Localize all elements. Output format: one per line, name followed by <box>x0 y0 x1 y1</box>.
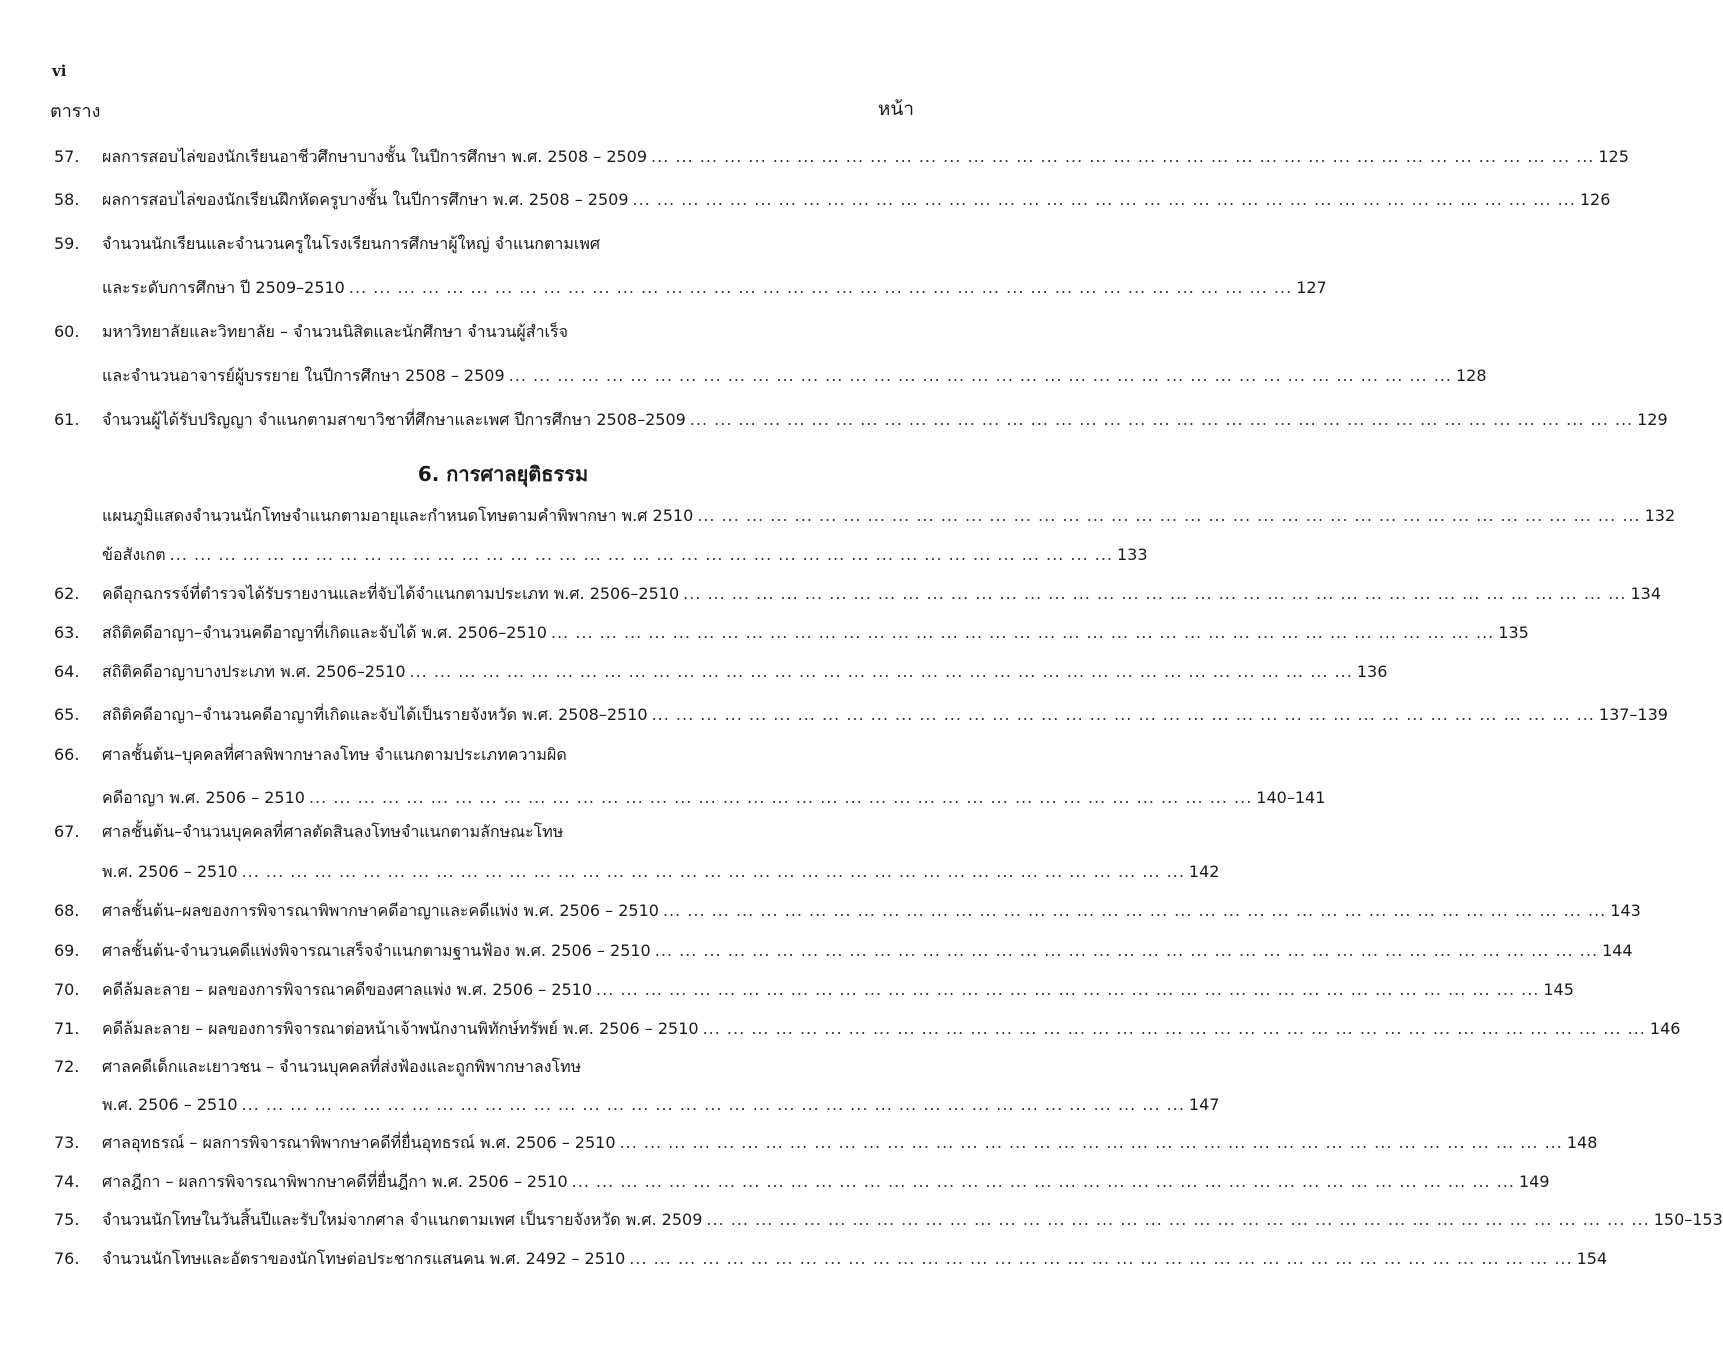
entry-page: 147 <box>1188 1095 1220 1114</box>
toc-entry <box>54 318 912 346</box>
entry-number: 66. <box>54 745 80 764</box>
entry-title: และจำนวนอาจารย์ผู้บรรยาย ในปีการศึกษา 2508 – 2509 <box>102 366 505 385</box>
toc-entry <box>54 658 1388 686</box>
toc-entry <box>54 143 1629 171</box>
entry-title: แผนภูมิแสดงจำนวนนักโทษจำแนกตามอายุและกำหนดโทษตามคำพิพากษา พ.ศ 2510 <box>102 506 694 525</box>
entry-page: 143 <box>1610 901 1641 920</box>
entry-title: จำนวนนักโทษในวันสิ้นปีและรับใหม่จากศาล จำแนกตามเพศ เป็นรายจังหวัด พ.ศ. 2509 <box>102 1210 703 1229</box>
toc-entry <box>102 274 1327 302</box>
entry-number: 75. <box>54 1210 80 1229</box>
entry-page: 132 <box>1644 506 1676 525</box>
entry-title: พ.ศ. 2506 – 2510 <box>102 1095 238 1114</box>
entry-page: 145 <box>1543 980 1574 999</box>
leader-dots: ... ... ... ... ... ... ... ... ... ... ... ... ... ... ... ... ... ... ... ... ... ... ... ... ... ... ... ... ... ... ... ... ... ... ... ... ... ... ... <box>308 788 1253 807</box>
toc-entry <box>54 1245 1608 1273</box>
toc-entry <box>54 186 1611 214</box>
toc-entry <box>54 1015 1681 1043</box>
entry-page: 129 <box>1637 410 1668 429</box>
leader-dots: ... ... ... ... ... ... ... ... ... ... ... ... ... ... ... ... ... ... ... ... ... ... ... ... ... ... ... ... ... ... ... ... ... ... ... ... ... ... ... <box>651 705 1595 724</box>
leader-dots: ... ... ... ... ... ... ... ... ... ... ... ... ... ... ... ... ... ... ... ... ... ... ... ... ... ... ... ... ... ... ... ... ... ... ... ... ... ... ... <box>632 190 1576 209</box>
entry-number: 69. <box>54 941 80 960</box>
entry-title: ผลการสอบไล่ของนักเรียนฝึกหัดครูบางชั้น ในปีการศึกษา พ.ศ. 2508 – 2509 <box>102 190 629 209</box>
entry-number: 76. <box>54 1249 80 1268</box>
toc-entry <box>54 976 1574 1004</box>
entry-page: 140–141 <box>1256 788 1326 807</box>
entry-page: 134 <box>1630 584 1661 603</box>
toc-entry <box>54 1053 912 1081</box>
entry-number: 68. <box>54 901 80 920</box>
entry-number: 61. <box>54 410 80 429</box>
leader-dots: ... ... ... ... ... ... ... ... ... ... ... ... ... ... ... ... ... ... ... ... ... ... ... ... ... ... ... ... ... ... ... ... ... ... ... ... ... ... ... <box>169 545 1113 564</box>
entry-page: 128 <box>1455 366 1487 385</box>
entry-title: ศาลอุทธรณ์ – ผลการพิจารณาพิพากษาคดีที่ยื่นอุทธรณ์ พ.ศ. 2506 – 2510 <box>102 1133 616 1152</box>
entry-number: 72. <box>54 1057 80 1076</box>
entry-title: คดีล้มละลาย – ผลของการพิจารณาต่อหน้าเจ้าพนักงานพิทักษ์ทรัพย์ พ.ศ. 2506 – 2510 <box>102 1019 699 1038</box>
entry-page: 137–139 <box>1598 705 1668 724</box>
entry-number: 74. <box>54 1172 80 1191</box>
entry-page: 135 <box>1498 623 1529 642</box>
leader-dots: ... ... ... ... ... ... ... ... ... ... ... ... ... ... ... ... ... ... ... ... ... ... ... ... ... ... ... ... ... ... ... ... ... ... ... ... ... ... ... <box>619 1133 1563 1152</box>
entry-page: 126 <box>1579 190 1611 209</box>
entry-page: 133 <box>1117 545 1148 564</box>
entry-title: ศาลชั้นต้น-จำนวนคดีแพ่งพิจารณาเสร็จจำแนกตามฐานฟ้อง พ.ศ. 2506 – 2510 <box>102 941 651 960</box>
toc-entry <box>102 1091 1220 1119</box>
leader-dots: ... ... ... ... ... ... ... ... ... ... ... ... ... ... ... ... ... ... ... ... ... ... ... ... ... ... ... ... ... ... ... ... ... ... ... ... ... ... ... <box>508 366 1452 385</box>
entry-page: 142 <box>1188 862 1220 881</box>
toc-entry <box>54 741 912 769</box>
entry-title: และระดับการศึกษา ปี 2509–2510 <box>102 278 345 297</box>
toc-entry <box>102 362 1487 390</box>
entry-title: จำนวนนักโทษและอัตราของนักโทษต่อประชากรแสนคน พ.ศ. 2492 – 2510 <box>102 1249 626 1268</box>
toc-entry <box>54 937 1633 965</box>
entry-title: ผลการสอบไล่ของนักเรียนอาชีวศึกษาบางชั้น ในปีการศึกษา พ.ศ. 2508 – 2509 <box>102 147 648 166</box>
leader-dots: ... ... ... ... ... ... ... ... ... ... ... ... ... ... ... ... ... ... ... ... ... ... ... ... ... ... ... ... ... ... ... ... ... ... ... ... ... ... ... <box>697 506 1641 525</box>
leader-dots: ... ... ... ... ... ... ... ... ... ... ... ... ... ... ... ... ... ... ... ... ... ... ... ... ... ... ... ... ... ... ... ... ... ... ... ... ... ... ... <box>596 980 1540 999</box>
entry-title: ศาลฎีกา – ผลการพิจารณาพิพากษาคดีที่ยื่นฎีกา พ.ศ. 2506 – 2510 <box>102 1172 568 1191</box>
page-column-header: หน้า <box>877 98 914 120</box>
toc-entry <box>54 818 912 846</box>
entry-title: ศาลชั้นต้น–บุคคลที่ศาลพิพากษาลงโทษ จำแนกตามประเภทความผิด <box>102 745 567 764</box>
entry-title: จำนวนนักเรียนและจำนวนครูในโรงเรียนการศึกษาผู้ใหญ่ จำแนกตามเพศ <box>102 234 601 253</box>
leader-dots: ... ... ... ... ... ... ... ... ... ... ... ... ... ... ... ... ... ... ... ... ... ... ... ... ... ... ... ... ... ... ... ... ... ... ... ... ... ... ... <box>702 1019 1646 1038</box>
entry-number: 71. <box>54 1019 80 1038</box>
entry-title: สถิติคดีอาญา–จำนวนคดีอาญาที่เกิดและจับได้เป็นรายจังหวัด พ.ศ. 2508–2510 <box>102 705 648 724</box>
entry-number: 65. <box>54 705 80 724</box>
entry-page: 136 <box>1356 662 1388 681</box>
toc-entry <box>54 230 912 258</box>
leader-dots: ... ... ... ... ... ... ... ... ... ... ... ... ... ... ... ... ... ... ... ... ... ... ... ... ... ... ... ... ... ... ... ... ... ... ... ... ... ... ... <box>654 941 1599 960</box>
toc-entry <box>54 1168 1550 1196</box>
entry-title: ศาลชั้นต้น–ผลของการพิจารณาพิพากษาคดีอาญาและคดีแพ่ง พ.ศ. 2506 – 2510 <box>102 901 659 920</box>
table-column-header: ตาราง <box>50 101 101 122</box>
toc-entry <box>54 1129 1598 1157</box>
entry-page: 148 <box>1566 1133 1598 1152</box>
entry-number: 60. <box>54 322 80 341</box>
entry-number: 62. <box>54 584 80 603</box>
leader-dots: ... ... ... ... ... ... ... ... ... ... ... ... ... ... ... ... ... ... ... ... ... ... ... ... ... ... ... ... ... ... ... ... ... ... ... ... ... ... ... <box>689 410 1634 429</box>
entry-number: 58. <box>54 190 80 209</box>
toc-entry <box>102 541 1148 569</box>
entry-page: 149 <box>1518 1172 1550 1191</box>
toc-entry <box>102 784 1326 812</box>
entry-title: มหาวิทยาลัยและวิทยาลัย – จำนวนนิสิตและนักศึกษา จำนวนผู้สำเร็จ <box>102 322 568 341</box>
entry-title: จำนวนผู้ได้รับปริญญา จำแนกตามสาขาวิชาที่ศึกษาและเพศ ปีการศึกษา 2508–2509 <box>102 410 686 429</box>
entry-number: 63. <box>54 623 80 642</box>
entry-title: ศาลคดีเด็กและเยาวชน – จำนวนบุคคลที่ส่งฟ้องและถูกพิพากษาลงโทษ <box>102 1057 582 1076</box>
toc-entry <box>54 406 1668 434</box>
entry-number: 64. <box>54 662 80 681</box>
entry-title: ศาลชั้นต้น–จำนวนบุคคลที่ศาลตัดสินลงโทษจำแนกตามลักษณะโทษ <box>102 822 564 841</box>
section-title: 6. การศาลยุติธรรม <box>417 462 589 486</box>
toc-entry <box>54 619 1529 647</box>
entry-number: 57. <box>54 147 80 166</box>
entry-page: 127 <box>1296 278 1327 297</box>
entry-title: คดีอาญา พ.ศ. 2506 – 2510 <box>102 788 305 807</box>
leader-dots: ... ... ... ... ... ... ... ... ... ... ... ... ... ... ... ... ... ... ... ... ... ... ... ... ... ... ... ... ... ... ... ... ... ... ... ... ... ... ... <box>662 901 1607 920</box>
leader-dots: ... ... ... ... ... ... ... ... ... ... ... ... ... ... ... ... ... ... ... ... ... ... ... ... ... ... ... ... ... ... ... ... ... ... ... ... ... ... ... <box>706 1210 1650 1229</box>
entry-number: 59. <box>54 234 80 253</box>
toc-entry <box>54 701 1668 729</box>
entry-number: 70. <box>54 980 80 999</box>
page-number: vi <box>52 62 67 80</box>
leader-dots: ... ... ... ... ... ... ... ... ... ... ... ... ... ... ... ... ... ... ... ... ... ... ... ... ... ... ... ... ... ... ... ... ... ... ... ... ... ... ... <box>683 584 1627 603</box>
entry-page: 154 <box>1576 1249 1608 1268</box>
toc-entry <box>102 502 1676 530</box>
toc-entry <box>102 858 1220 886</box>
leader-dots: ... ... ... ... ... ... ... ... ... ... ... ... ... ... ... ... ... ... ... ... ... ... ... ... ... ... ... ... ... ... ... ... ... ... ... ... ... ... ... <box>571 1172 1515 1191</box>
leader-dots: ... ... ... ... ... ... ... ... ... ... ... ... ... ... ... ... ... ... ... ... ... ... ... ... ... ... ... ... ... ... ... ... ... ... ... ... ... ... ... <box>241 862 1185 881</box>
entry-title: สถิติคดีอาญา–จำนวนคดีอาญาที่เกิดและจับได้ พ.ศ. 2506–2510 <box>102 623 547 642</box>
entry-title: สถิติคดีอาญาบางประเภท พ.ศ. 2506–2510 <box>102 662 406 681</box>
entry-title: คดีล้มละลาย – ผลของการพิจารณาคดีของศาลแพ่ง พ.ศ. 2506 – 2510 <box>102 980 593 999</box>
entry-page: 144 <box>1602 941 1633 960</box>
entry-page: 146 <box>1649 1019 1681 1038</box>
leader-dots: ... ... ... ... ... ... ... ... ... ... ... ... ... ... ... ... ... ... ... ... ... ... ... ... ... ... ... ... ... ... ... ... ... ... ... ... ... ... ... <box>241 1095 1185 1114</box>
leader-dots: ... ... ... ... ... ... ... ... ... ... ... ... ... ... ... ... ... ... ... ... ... ... ... ... ... ... ... ... ... ... ... ... ... ... ... ... ... ... ... <box>651 147 1595 166</box>
toc-entry <box>54 1206 1723 1234</box>
toc-entry <box>54 897 1641 925</box>
entry-page: 125 <box>1598 147 1629 166</box>
entry-number: 73. <box>54 1133 80 1152</box>
entry-title: ข้อสังเกต <box>102 545 166 564</box>
entry-title: คดีอุกฉกรรจ์ที่ตำรวจได้รับรายงานและที่จับได้จำแนกตามประเภท พ.ศ. 2506–2510 <box>102 584 680 603</box>
toc-entry <box>54 580 1661 608</box>
entry-number: 67. <box>54 822 80 841</box>
leader-dots: ... ... ... ... ... ... ... ... ... ... ... ... ... ... ... ... ... ... ... ... ... ... ... ... ... ... ... ... ... ... ... ... ... ... ... ... ... ... ... <box>629 1249 1573 1268</box>
leader-dots: ... ... ... ... ... ... ... ... ... ... ... ... ... ... ... ... ... ... ... ... ... ... ... ... ... ... ... ... ... ... ... ... ... ... ... ... ... ... ... <box>348 278 1293 297</box>
entry-title: พ.ศ. 2506 – 2510 <box>102 862 238 881</box>
leader-dots: ... ... ... ... ... ... ... ... ... ... ... ... ... ... ... ... ... ... ... ... ... ... ... ... ... ... ... ... ... ... ... ... ... ... ... ... ... ... ... <box>409 662 1353 681</box>
leader-dots: ... ... ... ... ... ... ... ... ... ... ... ... ... ... ... ... ... ... ... ... ... ... ... ... ... ... ... ... ... ... ... ... ... ... ... ... ... ... ... <box>550 623 1495 642</box>
entry-page: 150–153 <box>1653 1210 1723 1229</box>
